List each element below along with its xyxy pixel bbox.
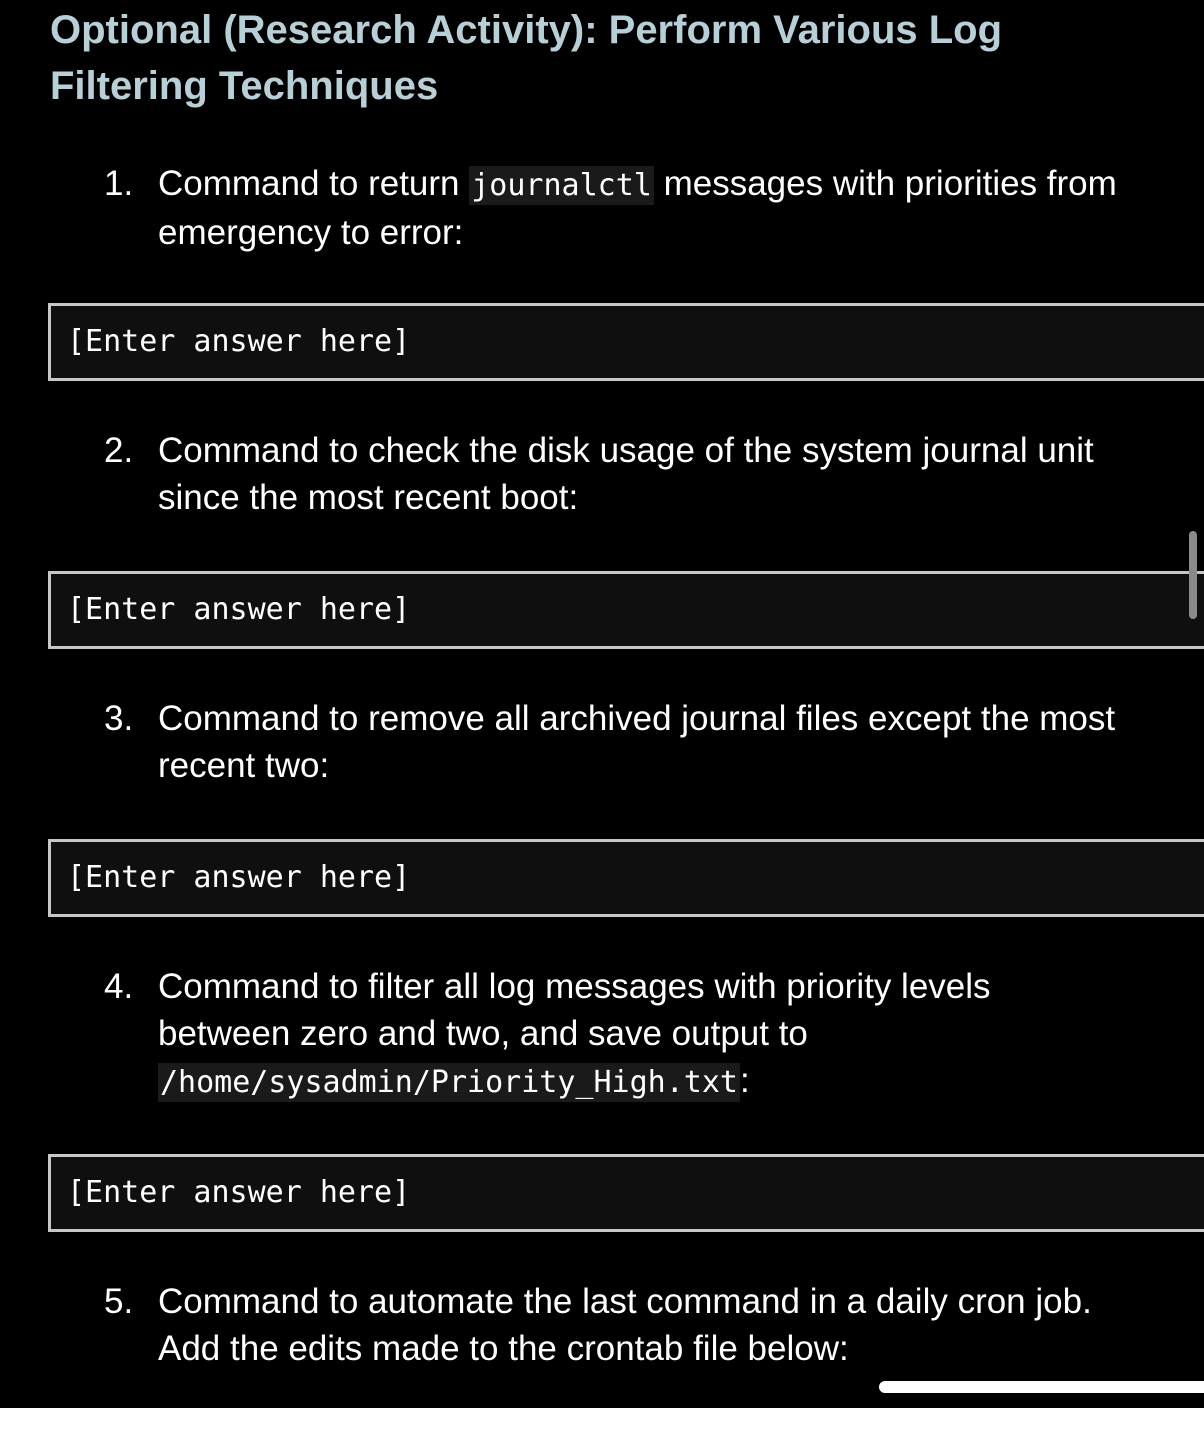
question-text: Command to filter all log messages with priority levels between zero and two, and save output to /home/sysadmin/Priority_High.txt: xyxy=(158,967,991,1100)
answer-field-4[interactable]: [Enter answer here] xyxy=(48,1154,1204,1232)
question-number: 1. xyxy=(104,164,134,203)
scrollbar-thumb[interactable] xyxy=(1189,531,1197,619)
answer-field-3[interactable]: [Enter answer here] xyxy=(48,839,1204,917)
question-number: 4. xyxy=(104,967,134,1006)
inline-code: journalctl xyxy=(471,168,652,203)
question-number: 5. xyxy=(104,1282,134,1321)
section-heading: Optional (Research Activity): Perform Various Log Filtering Techniques xyxy=(50,8,1003,108)
home-indicator[interactable] xyxy=(879,1381,1204,1393)
question-text: Command to remove all archived journal files except the most recent two: xyxy=(158,699,1116,785)
question-number: 2. xyxy=(104,431,134,470)
question-text: Command to automate the last command in a daily cron job. Add the edits made to the crontab file below: xyxy=(158,1282,1092,1368)
question-text: Command to return journalctl messages with priorities from emergency to error: xyxy=(158,164,1117,252)
inline-code-path: /home/sysadmin/Priority_High.txt xyxy=(160,1065,738,1100)
answer-field-1[interactable]: [Enter answer here] xyxy=(48,303,1204,381)
question-text: Command to check the disk usage of the system journal unit since the most recent boot: xyxy=(158,431,1094,517)
question-number: 3. xyxy=(104,699,134,738)
answer-field-2[interactable]: [Enter answer here] xyxy=(48,571,1204,649)
